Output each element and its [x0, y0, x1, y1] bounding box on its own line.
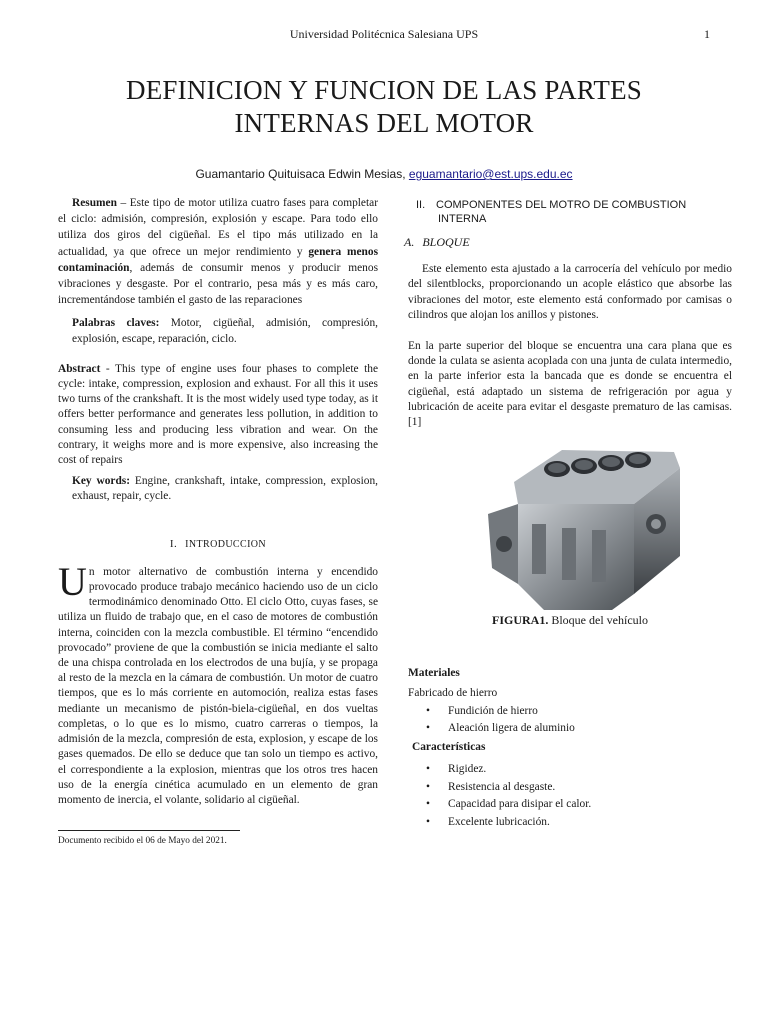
abstract-paragraph [58, 362, 378, 468]
engine-block-figure [484, 444, 684, 614]
section-2-title: COMPONENTES DEL MOTRO DE COMBUSTION INTERNA [436, 199, 687, 225]
list-item: • Fundición de hierro [448, 703, 732, 721]
left-column [58, 195, 378, 849]
list-item: • Excelente lubricación. [448, 814, 732, 832]
resumen-text-2: , además de consumir menos y producir menos vibraciones y desgaste. Por el contrario, pesa más y es más caro, incrementándose también el gasto de las reparaciones [58, 261, 378, 307]
resumen-text-1: Este tipo de motor utiliza cuatro fases para completar el ciclo: admisión, compresión, explosión y escape. Para todo ello utiliza dos giros del cigüeñal. Es el tipo más utilizado en la actualidad, ya que ofrece un mejor rendimiento y [58, 197, 378, 258]
footnote-rule [58, 830, 240, 831]
subsection-a-heading [404, 235, 732, 250]
intro-paragraph [58, 558, 378, 808]
caracteristicas-list [408, 761, 732, 831]
author-name: Guamantario Quituisaca Edwin Mesias, [195, 167, 406, 181]
palabras-claves-text: Motor, cigüeñal, admisión, compresión, explosión, escape, reparación, ciclo. [72, 317, 378, 345]
engine-block-image [484, 444, 684, 614]
author-line [0, 167, 768, 181]
figure-caption [408, 613, 732, 628]
palabras-claves-label: Palabras claves: [72, 317, 160, 330]
bloque-paragraph-1: Este elemento esta ajustado a la carrocería del vehículo por medio del silentblocks, proporcionando un acople elástico que absorbe las vibraciones del motor, este elemento está conformado por camisas o cilindros que alojan los anillos y pistones. [408, 263, 732, 321]
materiales-intro: Fabricado de hierro [408, 686, 498, 699]
title-line-2: INTERNAS DEL MOTOR [234, 108, 534, 138]
list-item: • Capacidad para disipar el calor. [448, 796, 732, 814]
figure-caption-label: FIGURA1. [492, 613, 549, 628]
footnote: Documento recibido el 06 de Mayo del 2021. [58, 836, 227, 847]
subsection-a-letter: A. [404, 235, 415, 249]
resumen-label: Resumen [72, 197, 117, 209]
key-words-text: Engine, crankshaft, intake, compression, explosion, exhaust, repair, cycle. [72, 475, 378, 503]
section-1-heading [58, 537, 378, 552]
bloque-paragraph-2: En la parte superior del bloque se encuentra una cara plana que es donde la culata se asienta acoplada con una junta de culata intermedio, en la parte inferior esta la bancada que es donde se encuentra el cigüeñal, está adaptado un sistema de refrigeración por agua y lubricación de aceite para evitar el desgaste prematuro de las camisas. [1] [408, 340, 732, 429]
section-1-title: INTRODUCCION [185, 538, 267, 550]
abstract-label: Abstract [58, 362, 101, 375]
list-item: • Resistencia al desgaste. [448, 779, 732, 797]
resumen-dash: – [116, 197, 130, 209]
list-item: • Aleación ligera de aluminio [448, 720, 732, 738]
right-column [404, 198, 732, 831]
figure-caption-text: Bloque del vehículo [548, 613, 648, 628]
caracteristicas-heading: Características [412, 740, 486, 753]
key-words-label: Key words: [72, 475, 131, 488]
list-item: • Rigidez. [448, 761, 732, 779]
running-head: Universidad Politécnica Salesiana UPS [289, 27, 479, 41]
resumen-paragraph [58, 195, 378, 308]
key-words [58, 474, 378, 504]
materiales-heading: Materiales [408, 667, 460, 680]
palabras-claves [58, 316, 378, 346]
intro-text: n motor alternativo de combustión interna y encendido provocado produce trabajo mecánico haciendo uso de un ciclo termodinámico denominado Otto. El ciclo Otto, cuyas fases, se utiliza un fluido de trabajo que, en el caso de motores de combustión interna, coinciden con la mezcla combustible. El término “encendido provocado” proviene de que la combustión se inicia mediante el salto de una chispa controlada en los electrodos de una bujía, y se propaga al resto de la mezcla en la cámara de combustión. Un motor de cuatro tiempos, que es lo más corriente en automoción, realiza estas fases mediante un mecanismo de pistón-biela-cigüeñal, en dos vueltas completas, o lo que es lo mismo, cuatro carreras o tiempos, la admisión de la mezcla, compresión de esta, explosion, y escape de los gases quemados. De ello se deduce que tan solo un tiempo es activo, el correspondiente a la explosion, mientras que los otros tres hacen uso de la energía cinética acumulado en un elemento de gran momento de inercia, el volante, solidario al cigüeñal. [58, 565, 378, 806]
dropcap-letter: U [58, 558, 87, 604]
resumen-bold-text: genera menos contaminación [58, 245, 379, 274]
title-line-1: DEFINICION Y FUNCION DE LAS PARTES [126, 75, 642, 105]
subsection-a-title: BLOQUE [422, 235, 470, 249]
abstract-text: - This type of engine uses four phases to complete the cycle: intake, compression, explosion and exhaust. For all this it uses two turns of the crankshaft. It is the most widely used type today, as it offers better performance and generates less pollution, in addition to consuming less and producing less vibration and wear. On the contrary, it weighs more and is more expensive, also increasing the cost of repairs [58, 362, 378, 467]
section-2-heading [408, 198, 732, 226]
materiales-list [408, 703, 732, 738]
section-1-number: I. [169, 537, 178, 550]
section-2-number: II. [416, 199, 426, 211]
author-email-link[interactable]: eguamantario@est.ups.edu.ec [408, 167, 573, 181]
page-number: 1 [704, 27, 710, 41]
paper-title [0, 74, 768, 140]
